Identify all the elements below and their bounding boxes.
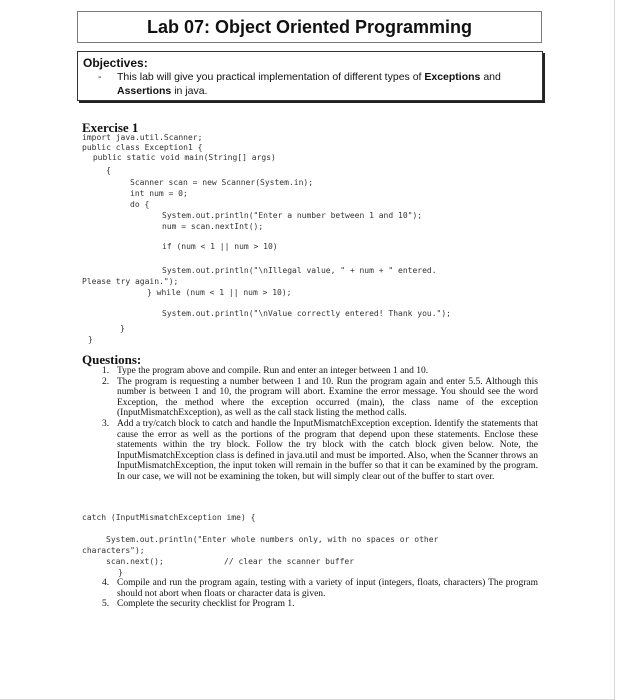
question-item bbox=[102, 578, 538, 599]
objectives-assertions: Assertions bbox=[117, 85, 172, 97]
catch-code-line: catch (InputMismatchException ime) { bbox=[82, 513, 256, 522]
question-number: 1. bbox=[102, 366, 110, 376]
objectives-text-prefix: This lab will give you practical implementation of different types of bbox=[117, 71, 425, 83]
page-title: Lab 07: Object Oriented Programming bbox=[77, 11, 542, 43]
question-list bbox=[102, 366, 538, 483]
objectives-text bbox=[117, 70, 537, 98]
objectives-exceptions: Exceptions bbox=[424, 71, 481, 83]
exercise-heading: Exercise 1 bbox=[82, 120, 139, 135]
code-line: if (num < 1 || num > 10) bbox=[162, 242, 278, 251]
catch-code-line: System.out.println("Enter whole numbers only, with no spaces or other bbox=[106, 535, 439, 544]
catch-code-line: scan.next(); bbox=[106, 557, 164, 566]
code-line: } bbox=[120, 324, 125, 333]
question-list-continued bbox=[102, 578, 538, 610]
question-text: Complete the security checklist for Program 1. bbox=[117, 599, 295, 610]
code-line: import java.util.Scanner; bbox=[82, 133, 203, 142]
code-line: Scanner scan = new Scanner(System.in); bbox=[130, 178, 314, 187]
question-text: Type the program above and compile. Run and enter an integer between 1 and 10. bbox=[117, 366, 429, 376]
catch-code-comment: // clear the scanner buffer bbox=[224, 557, 355, 566]
code-line: System.out.println("\nIllegal value, " + num + " entered. bbox=[162, 266, 437, 275]
question-text: Add a try/catch block to catch and handle the InputMismatchException exception. Identify the statements that cause the error as well as the portions of the program that depend upon these statements. Enclose these statements within the try block. Follow the try block with the catch block given below. Note, the InputMismatchException class is defined in java.util and must be imported. Also, when the Scanner throws an InputMismatchException, the input token will remain in the buffer so that it can be examined by the program. In our case, we will not be examining the token, but will simply clear out of the buffer to start over. bbox=[117, 418, 538, 482]
question-item bbox=[102, 377, 538, 419]
objectives-box bbox=[77, 51, 543, 101]
question-number: 5. bbox=[102, 599, 110, 610]
objectives-heading: Objectives: bbox=[83, 56, 148, 70]
code-line: public class Exception1 { bbox=[82, 143, 203, 152]
code-line: Please try again."); bbox=[82, 277, 179, 286]
objectives-text-mid: and bbox=[480, 71, 501, 83]
question-number: 3. bbox=[102, 418, 110, 429]
code-line: } bbox=[88, 335, 93, 344]
objectives-bullet: - bbox=[98, 71, 102, 83]
objectives-text-suffix: in java. bbox=[171, 85, 208, 97]
question-text: The program is requesting a number between 1 and 10. Run the program again and enter 5.5. Although this number is between 1 and 10, the program will abort. Examine the error message. You should see the word Exception, the method where the exception occurred (main), the class name of the exception (InputMismatchException), as well as the call stack listing the method calls. bbox=[117, 376, 538, 419]
code-line: do { bbox=[130, 200, 150, 209]
code-line: } while (num < 1 || num > 10); bbox=[147, 288, 292, 297]
code-line: public static void main(String[] args) bbox=[88, 153, 276, 162]
question-number: 4. bbox=[102, 578, 110, 588]
question-item bbox=[102, 599, 538, 610]
question-item bbox=[102, 419, 538, 483]
question-number: 2. bbox=[102, 376, 110, 387]
code-line: int num = 0; bbox=[130, 189, 188, 198]
catch-code-line: } bbox=[118, 568, 123, 577]
question-item bbox=[102, 366, 538, 377]
code-line: { bbox=[106, 166, 111, 175]
question-text: Compile and run the program again, testing with a variety of input (integers, floats, characters) The program should not abort when floats or character data is given. bbox=[117, 578, 538, 599]
code-line: num = scan.nextInt(); bbox=[162, 222, 264, 231]
catch-code-line: characters"); bbox=[82, 546, 145, 555]
code-line: System.out.println("\nValue correctly entered! Thank you."); bbox=[162, 309, 451, 318]
questions-heading: Questions: bbox=[82, 352, 142, 367]
code-line: System.out.println("Enter a number between 1 and 10"); bbox=[162, 211, 423, 220]
